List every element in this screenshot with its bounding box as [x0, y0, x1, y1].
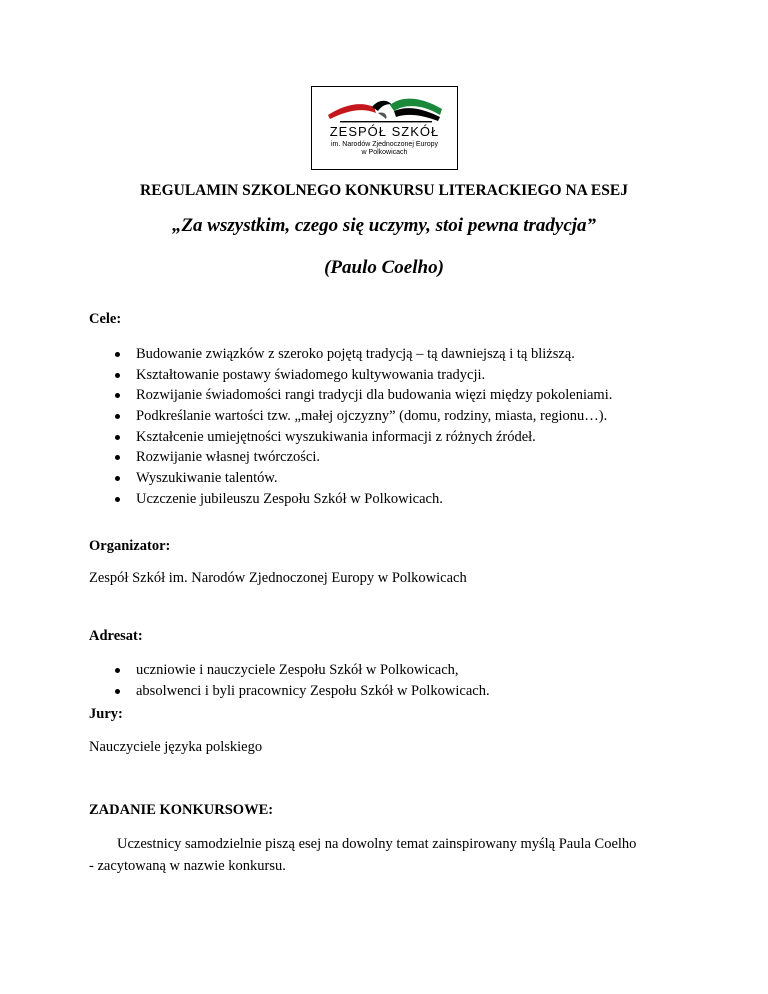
- list-item: [89, 660, 490, 681]
- cele-list: [89, 344, 612, 510]
- zadanie-text-line2: - zacytowaną w nazwie konkursu.: [89, 858, 286, 874]
- logo-subtitle-line1: im. Narodów Zjednoczonej Europy: [331, 141, 438, 148]
- list-item-text: uczniowie i nauczyciele Zespołu Szkół w Polkowicach,: [136, 662, 459, 678]
- bullet-icon: [115, 497, 120, 502]
- list-item: [89, 489, 612, 510]
- list-item-text: absolwenci i byli pracownicy Zespołu Szkół w Polkowicach.: [136, 682, 490, 699]
- logo-swoosh-icon: [322, 93, 448, 125]
- adresat-list: [89, 660, 490, 701]
- list-item-text: Rozwijanie własnej twórczości.: [136, 449, 321, 466]
- list-item-text: Rozwijanie świadomości rangi tradycji dla budowania więzi między pokoleniami.: [136, 387, 613, 404]
- list-item: [89, 365, 612, 386]
- section-heading-organizator: Organizator:: [89, 538, 171, 554]
- jury-text: Nauczyciele języka polskiego: [89, 739, 263, 755]
- motto-quote: „Za wszystkim, czego się uczymy, stoi pewna tradycja”: [171, 215, 597, 236]
- motto-author: (Paulo Coelho): [324, 257, 444, 278]
- list-item: [89, 468, 612, 489]
- list-item-text: Wyszukiwanie talentów.: [136, 470, 278, 487]
- section-heading-zadanie: ZADANIE KONKURSOWE:: [89, 802, 274, 818]
- list-item-text: Uczczenie jubileuszu Zespołu Szkół w Polkowicach.: [136, 490, 443, 507]
- section-heading-adresat: Adresat:: [89, 628, 143, 644]
- document-title: REGULAMIN SZKOLNEGO KONKURSU LITERACKIEGO NA ESEJ: [140, 182, 628, 199]
- bullet-icon: [115, 668, 120, 673]
- list-item: [89, 406, 612, 427]
- bullet-icon: [115, 455, 120, 460]
- bullet-icon: [115, 393, 120, 398]
- bullet-icon: [115, 476, 120, 481]
- list-item-text: Budowanie związków z szeroko pojętą tradycją – tą dawniejszą i tą bliższą.: [136, 346, 575, 362]
- list-item: [89, 385, 612, 406]
- list-item: [89, 447, 612, 468]
- section-heading-cele: Cele:: [89, 311, 122, 327]
- bullet-icon: [115, 352, 120, 357]
- bullet-icon: [115, 435, 120, 440]
- list-item-text: Kształtowanie postawy świadomego kultywowania tradycji.: [136, 366, 486, 383]
- school-logo: [311, 86, 458, 170]
- bullet-icon: [115, 373, 120, 378]
- list-item-text: Podkreślanie wartości tzw. „małej ojczyzny” (domu, rodziny, miasta, regionu…).: [136, 408, 608, 425]
- zadanie-text-line1: Uczestnicy samodzielnie piszą esej na dowolny temat zainspirowany myślą Paula Coelho: [117, 836, 637, 852]
- section-heading-jury: Jury:: [89, 706, 123, 722]
- zadanie-text: [89, 833, 689, 877]
- bullet-icon: [115, 414, 120, 419]
- logo-school-name: ZESPÓŁ SZKÓŁ: [329, 124, 440, 139]
- list-item: [89, 344, 612, 365]
- logo-subtitle-line2: w Polkowicach: [361, 149, 408, 156]
- list-item-text: Kształcenie umiejętności wyszukiwania informacji z różnych źródeł.: [136, 428, 536, 445]
- organizator-text: Zespół Szkół im. Narodów Zjednoczonej Europy w Polkowicach: [89, 570, 467, 586]
- bullet-icon: [115, 689, 120, 694]
- list-item: [89, 681, 490, 702]
- list-item: [89, 427, 612, 448]
